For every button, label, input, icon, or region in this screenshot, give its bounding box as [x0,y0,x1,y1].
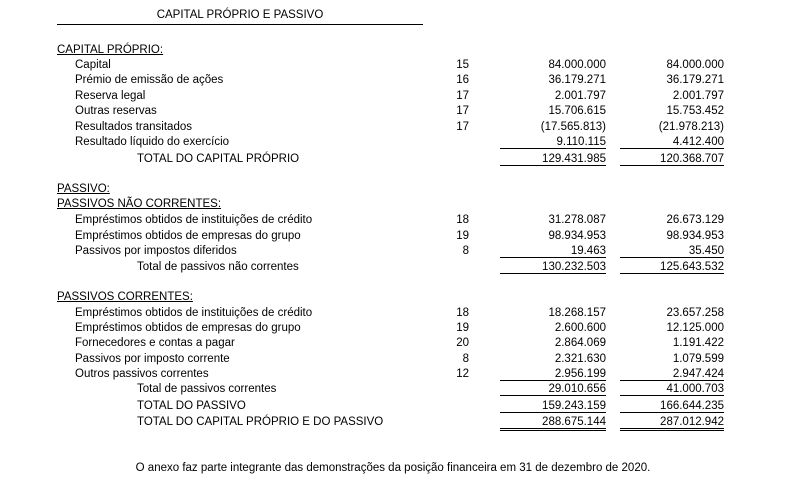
section-header-passivos-correntes: PASSIVOS CORRENTES: [57,291,193,303]
row-note: 18 [456,214,469,226]
row-value-2019: 84.000.000 [666,59,724,71]
total-passivo-2020: 159.243.159 [500,400,606,413]
section-header-passivo: PASSIVO: [57,183,110,195]
row-value-2019: (21.978.213) [658,121,724,133]
row-note: 16 [456,74,469,86]
grand-total-label: TOTAL DO CAPITAL PRÓPRIO E DO PASSIVO [137,416,384,428]
total-passivo-label: TOTAL DO PASSIVO [137,400,246,412]
row-value-2020: 15.706.615 [548,105,606,117]
row-note: 8 [462,245,469,257]
total-value-2020: 129.431.985 [500,153,606,166]
statement-title: CAPITAL PRÓPRIO E PASSIVO [57,9,423,25]
total-value-2020: 29.010.656 [500,383,606,396]
grand-total-2019: 287.012.942 [620,416,724,431]
row-value-2019: 15.753.452 [666,105,724,117]
row-value-2019: 12.125.000 [666,322,724,334]
total-label: Total de passivos não correntes [137,261,299,273]
row-value-2020: 98.934.953 [548,230,606,242]
row-value-2020: 18.268.157 [548,307,606,319]
row-label: Passivos por imposto corrente [75,353,230,365]
row-value-2020: (17.565.813) [540,121,606,133]
row-value-2019: 2.001.797 [672,90,724,102]
total-value-2020: 130.232.503 [500,261,606,274]
row-note: 20 [456,337,469,349]
row-label: Prémio de emissão de ações [75,74,224,86]
row-note: 15 [456,59,469,71]
total-value-2019: 41.000.703 [620,383,724,396]
row-value-2019: 4.412.400 [620,136,724,149]
row-value-2019: 2.947.424 [620,368,724,381]
total-value-2019: 125.643.532 [620,261,724,274]
row-value-2019: 26.673.129 [666,214,724,226]
grand-total-2020: 288.675.144 [500,416,606,431]
row-value-2020: 2.600.600 [554,322,606,334]
row-value-2020: 9.110.115 [500,136,606,149]
row-label: Outras reservas [75,105,157,117]
row-value-2020: 31.278.087 [548,214,606,226]
total-label: TOTAL DO CAPITAL PRÓPRIO [137,153,300,165]
row-label: Fornecedores e contas a pagar [75,337,235,349]
row-label: Empréstimos obtidos de empresas do grupo [75,322,301,334]
row-value-2019: 23.657.258 [666,307,724,319]
row-note: 19 [456,230,469,242]
row-label: Capital [75,59,111,71]
row-value-2019: 35.450 [620,245,724,258]
row-note: 8 [462,353,469,365]
row-value-2019: 1.079.599 [672,353,724,365]
row-value-2020: 36.179.271 [548,74,606,86]
row-label: Empréstimos obtidos de instituições de crédito [75,214,313,226]
row-label: Passivos por impostos diferidos [75,245,237,257]
row-note: 17 [456,90,469,102]
section-header-passivos-nao-correntes: PASSIVOS NÃO CORRENTES: [57,198,222,210]
row-value-2020: 2.956.199 [500,368,606,381]
row-value-2020: 2.864.069 [554,337,606,349]
row-note: 12 [456,368,469,380]
row-note: 17 [456,105,469,117]
total-passivo-2019: 166.644.235 [620,400,724,413]
row-value-2019: 98.934.953 [666,230,724,242]
row-value-2019: 1.191.422 [672,337,724,349]
row-note: 19 [456,322,469,334]
row-label: Outros passivos correntes [75,368,209,380]
row-value-2020: 2.001.797 [554,90,606,102]
row-label: Resultado líquido do exercício [75,136,230,148]
row-label: Resultados transitados [75,121,192,133]
section-header-capital-proprio: CAPITAL PRÓPRIO: [57,44,164,56]
row-value-2020: 2.321.630 [554,353,606,365]
row-label: Empréstimos obtidos de instituições de crédito [75,307,313,319]
row-note: 17 [456,121,469,133]
footer-note: O anexo faz parte integrante das demonstrações da posição financeira em 31 de dezembro de 2020. [135,462,651,474]
row-value-2020: 84.000.000 [548,59,606,71]
row-label: Reserva legal [75,90,146,102]
row-label: Empréstimos obtidos de empresas do grupo [75,230,301,242]
total-value-2019: 120.368.707 [620,153,724,166]
row-value-2019: 36.179.271 [666,74,724,86]
total-label: Total de passivos correntes [137,383,277,395]
row-note: 18 [456,307,469,319]
row-value-2020: 19.463 [500,245,606,258]
